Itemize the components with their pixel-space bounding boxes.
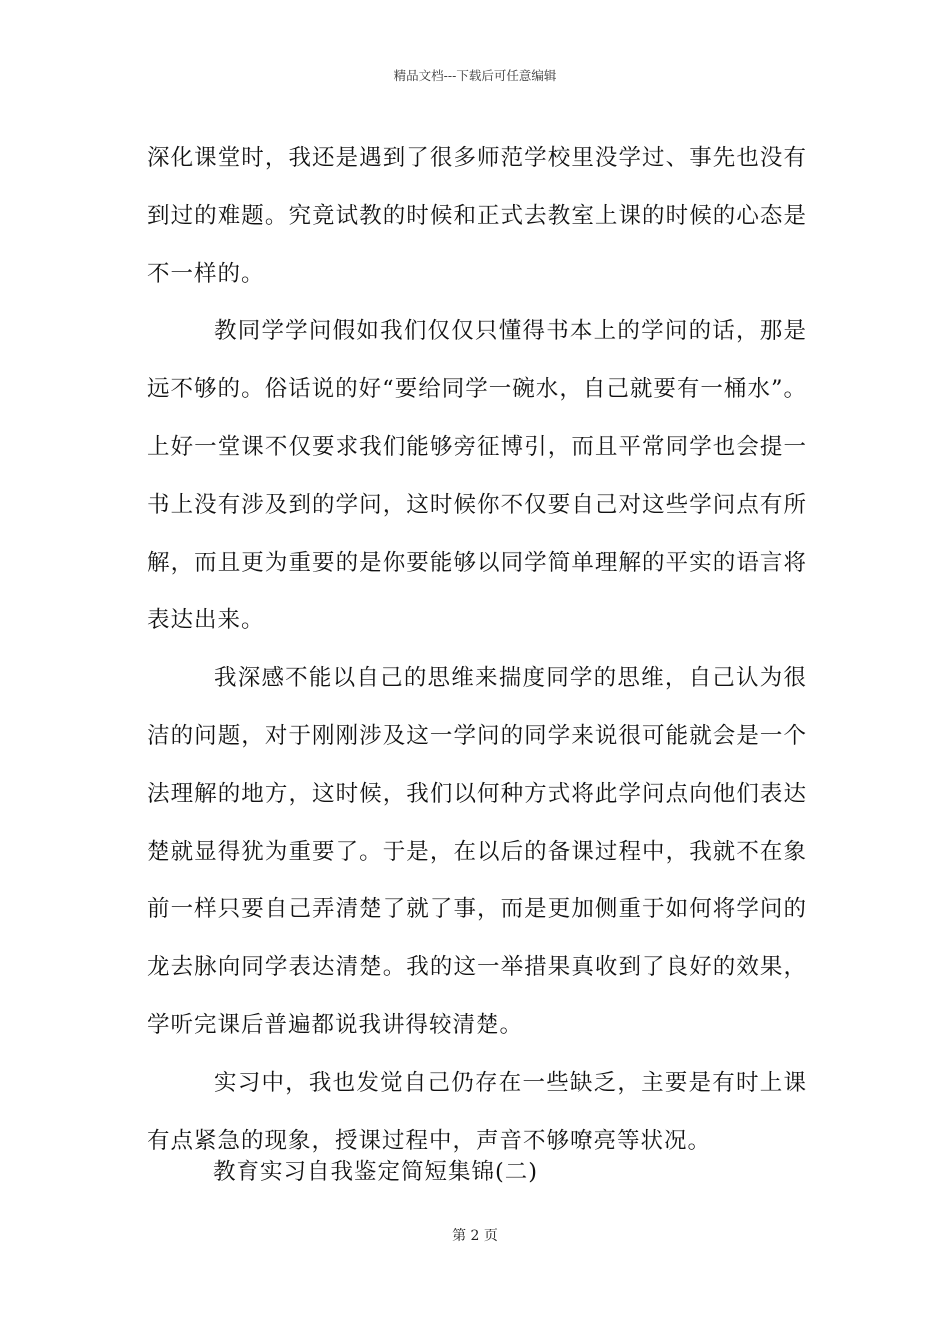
text-line: 实习中，我也发觉自己仍存在一些缺乏，主要是有时上课 <box>214 1069 807 1096</box>
text-line: 上好一堂课不仅要求我们能够旁征博引，而且平常同学也会提一 <box>147 433 807 460</box>
text-line: 洁的问题，对于刚刚涉及这一学问的同学来说很可能就会是一个 <box>147 722 807 749</box>
text-line: 深化课堂时，我还是遇到了很多师范学校里没学过、事先也没有 <box>147 145 807 171</box>
document-body <box>147 130 807 1170</box>
text-line: 龙去脉向同学表达清楚。我的这一举措果真收到了良好的效果， <box>147 954 807 981</box>
text-line: 不一样的。 <box>147 260 265 287</box>
text-line: 有点紧急的现象，授课过程中，声音不够嘹亮等状况。 <box>147 1127 712 1154</box>
text-line: 表达出来。 <box>147 607 265 634</box>
text-line: 我深感不能以自己的思维来揣度同学的思维，自己认为很 <box>214 665 807 692</box>
text-line: 楚就显得犹为重要了。于是，在以后的备课过程中，我就不在象 <box>147 838 807 865</box>
page-header: 精品文档---下载后可任意编辑 <box>393 68 557 83</box>
page-number: 第 2 页 <box>452 1228 498 1244</box>
text-line: 到过的难题。究竟试教的时候和正式去教室上课的时候的心态是 <box>147 202 807 229</box>
text-line: 前一样只要自己弄清楚了就了事，而是更加侧重于如何将学问的 <box>147 896 807 923</box>
text-line: 学听完课后普遍都说我讲得较清楚。 <box>147 1011 524 1038</box>
section-title: 教育实习自我鉴定简短集锦(二) <box>213 1159 539 1185</box>
text-line: 解，而且更为重要的是你要能够以同学简单理解的平实的语言将 <box>147 549 807 576</box>
text-line: 法理解的地方，这时候，我们以何种方式将此学问点向他们表达 <box>147 780 807 807</box>
text-line: 教同学学问假如我们仅仅只懂得书本上的学问的话，那是 <box>214 318 807 345</box>
text-line: 书上没有涉及到的学问，这时候你不仅要自己对这些学问点有所 <box>147 491 807 518</box>
text-line: 远不够的。俗话说的好“要给同学一碗水，自己就要有一桶水”。 <box>147 376 807 403</box>
